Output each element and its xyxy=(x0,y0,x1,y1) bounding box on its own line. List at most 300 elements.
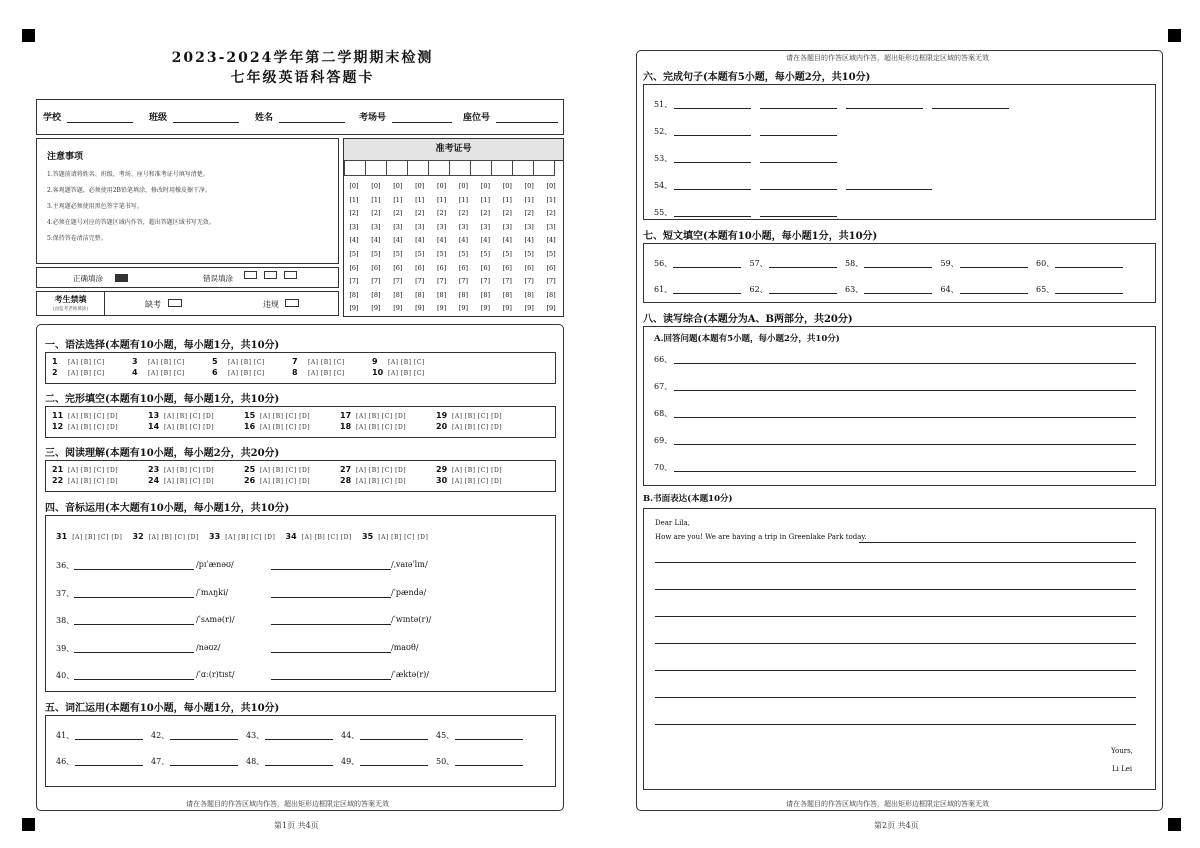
mc-question[interactable] xyxy=(52,357,105,366)
digit-bubble[interactable]: [6] xyxy=(393,263,403,272)
option-bubbles[interactable]: [A] [B] [C] [D] xyxy=(68,467,119,474)
digit-bubble[interactable]: [3] xyxy=(546,222,556,231)
answer-line[interactable] xyxy=(674,216,751,217)
digit-bubble[interactable]: [1] xyxy=(502,195,512,204)
digit-bubble[interactable]: [9] xyxy=(546,304,556,313)
option-bubbles[interactable]: [A] [B] [C] [D] xyxy=(452,467,503,474)
mc-question[interactable] xyxy=(148,411,214,420)
answer-line[interactable] xyxy=(271,652,391,653)
answer-line[interactable] xyxy=(769,267,837,268)
question-number: 69、 xyxy=(654,436,673,445)
digit-bubble[interactable]: [2] xyxy=(502,209,512,218)
mc-question[interactable] xyxy=(340,422,406,431)
answer-line[interactable] xyxy=(455,765,523,766)
vocab-number: 48、 xyxy=(246,757,265,766)
mc-question[interactable] xyxy=(340,476,406,485)
digit-bubble[interactable]: [5] xyxy=(415,249,425,258)
answer-line[interactable] xyxy=(674,363,1136,364)
digit-bubble[interactable]: [0] xyxy=(546,182,556,190)
question-number: 20 xyxy=(436,422,448,431)
digit-bubble[interactable]: [7] xyxy=(436,277,447,286)
prohibited-sublabel: (由监考老师填涂) xyxy=(52,307,88,312)
mc-question[interactable] xyxy=(292,368,345,377)
question-number: 28 xyxy=(340,476,352,485)
option-bubbles[interactable]: [A] [B] [C] [D] xyxy=(260,413,311,420)
phonetic-right: /ˈpændə/ xyxy=(391,587,427,597)
digit-bubble[interactable]: [3] xyxy=(502,222,512,231)
digit-bubble[interactable]: [4] xyxy=(393,236,403,245)
page2-number: 第2页 共4页 xyxy=(874,821,919,830)
digit-bubble[interactable]: [0] xyxy=(415,182,425,190)
sentence-number: 55、 xyxy=(654,208,673,217)
cloze-number: 61、 xyxy=(654,285,673,294)
section-7-title: 七、短文填空(本题有10小题，每小题1分，共10分) xyxy=(643,231,878,242)
answer-line[interactable] xyxy=(864,267,932,268)
phonetic-right: /ˌvaɪəˈlɪn/ xyxy=(391,560,428,569)
cloze-number: 58、 xyxy=(845,259,864,268)
question-number: 1 xyxy=(52,357,58,366)
digit-bubble[interactable]: [1] xyxy=(458,195,469,204)
option-bubbles[interactable]: [A] [B] [C] xyxy=(228,359,265,366)
answer-line[interactable] xyxy=(1055,267,1123,268)
digit-bubble[interactable]: [5] xyxy=(458,249,469,258)
option-bubbles[interactable]: [A] [B] [C] [D] xyxy=(164,467,215,474)
mc-question[interactable] xyxy=(244,476,310,485)
answer-line[interactable] xyxy=(674,444,1136,445)
digit-bubble[interactable]: [1] xyxy=(371,195,381,204)
phonetics-mc-row[interactable]: 31 [A] [B] [C] [D] 32 [A] [B] [C] [D] 33 [A] [B] [C] [D] 34 [A] [B] [C] [D] 35 [A] [B] [C] [D] xyxy=(56,532,429,541)
digit-bubble[interactable]: [8] xyxy=(546,290,556,299)
option-bubbles[interactable]: [A] [B] [C] xyxy=(388,370,425,377)
cloze-number: 60、 xyxy=(1036,259,1055,268)
digit-bubble[interactable]: [4] xyxy=(502,236,512,245)
digit-bubble[interactable]: [8] xyxy=(415,290,425,299)
digit-bubble[interactable]: [2] xyxy=(458,209,469,218)
mc-question[interactable] xyxy=(372,357,425,366)
digit-bubble[interactable]: [4] xyxy=(349,236,359,245)
digit-bubble[interactable]: [3] xyxy=(524,222,534,231)
option-bubbles[interactable]: [A] [B] [C] [D] xyxy=(164,478,215,485)
mc-question[interactable] xyxy=(148,422,214,431)
letter-greeting: Dear Lila, xyxy=(655,519,691,527)
mc-question[interactable] xyxy=(52,465,118,474)
mc-question[interactable] xyxy=(340,465,406,474)
digit-bubble[interactable]: [6] xyxy=(371,263,381,272)
phonetic-right: /maʊθ/ xyxy=(391,642,419,652)
digit-bubble[interactable]: [3] xyxy=(458,222,469,231)
option-bubbles[interactable]: [A] [B] [C] [D] xyxy=(452,478,503,485)
digit-bubble[interactable]: [0] xyxy=(458,182,469,190)
mc-question[interactable] xyxy=(244,422,310,431)
answer-line[interactable] xyxy=(360,765,428,766)
option-bubbles[interactable]: [A] [B] [C] [D] xyxy=(260,478,311,485)
registration-mark xyxy=(22,29,35,42)
digit-bubble[interactable]: [4] xyxy=(546,236,556,245)
digit-bubble[interactable]: [0] xyxy=(436,182,447,190)
digit-bubble[interactable]: [0] xyxy=(524,182,534,190)
digit-bubble[interactable]: [5] xyxy=(502,249,512,258)
answer-line[interactable] xyxy=(75,765,143,766)
page2-footer-notice: 请在各题目的作答区域内作答，超出矩形边框限定区域的答案无效 xyxy=(786,800,989,808)
digit-bubble[interactable]: [5] xyxy=(349,249,359,258)
mc-question[interactable] xyxy=(436,422,502,431)
vocab-number: 41、 xyxy=(56,731,75,740)
info-field-seat[interactable]: 座位号 xyxy=(463,110,558,123)
writing-line[interactable] xyxy=(655,724,1136,725)
mc-question[interactable] xyxy=(148,476,214,485)
digit-bubble[interactable]: [0] xyxy=(371,182,381,190)
digit-bubble[interactable]: [7] xyxy=(524,277,534,286)
section-8a-answer-area xyxy=(643,326,1156,486)
mc-question[interactable] xyxy=(292,357,345,366)
mc-question[interactable] xyxy=(52,368,105,377)
option-bubbles[interactable]: [A] [B] [C] [D] xyxy=(164,424,215,431)
digit-bubble[interactable]: [6] xyxy=(502,263,512,272)
info-field-name[interactable]: 姓名 xyxy=(255,110,345,123)
vocab-number: 49、 xyxy=(341,757,360,766)
sentence-number: 51、 xyxy=(654,100,673,109)
answer-line[interactable] xyxy=(760,189,837,190)
exam-id-digit-column[interactable] xyxy=(541,180,561,316)
writing-line[interactable] xyxy=(655,616,1136,617)
option-bubbles[interactable]: [A] [B] [C] xyxy=(308,370,345,377)
question-number: 15 xyxy=(244,411,256,420)
answer-line[interactable] xyxy=(170,765,238,766)
section-2-bubbles[interactable] xyxy=(45,406,556,438)
digit-bubble[interactable]: [1] xyxy=(349,195,359,204)
answer-line[interactable] xyxy=(170,739,238,740)
mc-question[interactable] xyxy=(212,357,265,366)
exam-id-digit-column[interactable] xyxy=(454,180,474,316)
digit-bubble[interactable]: [1] xyxy=(436,195,447,204)
digit-bubble[interactable]: [4] xyxy=(436,236,447,245)
vocab-number: 43、 xyxy=(246,731,265,740)
mc-question[interactable] xyxy=(52,476,118,485)
digit-bubble[interactable]: [7] xyxy=(415,277,425,286)
answer-line[interactable] xyxy=(674,162,751,163)
vocab-number: 42、 xyxy=(151,731,170,740)
phonetic-left: /nəʊz/ xyxy=(196,642,221,652)
phonetic-number: 37、 xyxy=(56,588,75,598)
digit-bubble[interactable]: [3] xyxy=(371,222,381,231)
digit-bubble[interactable]: [7] xyxy=(502,277,512,286)
notes-title: 注意事项 xyxy=(47,152,84,162)
registration-mark xyxy=(1168,818,1181,831)
answer-line[interactable] xyxy=(74,679,194,680)
answer-line[interactable] xyxy=(75,739,143,740)
info-field-school[interactable]: 学校 xyxy=(43,110,133,123)
digit-bubble[interactable]: [3] xyxy=(393,222,403,231)
digit-bubble[interactable]: [7] xyxy=(371,277,381,286)
digit-bubble[interactable]: [9] xyxy=(393,304,403,313)
vocab-number: 44、 xyxy=(341,731,360,740)
digit-bubble[interactable]: [8] xyxy=(524,290,534,299)
option-bubbles[interactable]: [A] [B] [C] [D] xyxy=(452,424,503,431)
digit-bubble[interactable]: [6] xyxy=(349,263,359,272)
digit-bubble[interactable]: [1] xyxy=(480,195,490,204)
digit-bubble[interactable]: [9] xyxy=(371,304,381,313)
letter-closing: Yours, xyxy=(1111,747,1133,755)
writing-line[interactable] xyxy=(655,697,1136,698)
option-bubbles[interactable]: [A] [B] [C] [D] xyxy=(260,467,311,474)
option-bubbles[interactable]: [A] [B] [C] [D] xyxy=(356,478,407,485)
answer-line[interactable] xyxy=(769,293,837,294)
exam-id-entry-row[interactable] xyxy=(344,160,555,176)
answer-line[interactable] xyxy=(760,108,837,109)
sentence-number: 53、 xyxy=(654,154,673,163)
digit-bubble[interactable]: [1] xyxy=(393,195,403,204)
section-2-title: 二、完形填空(本题有10小题，每小题1分，共10分) xyxy=(45,394,280,405)
exam-id-digit-column[interactable] xyxy=(388,180,408,316)
digit-bubble[interactable]: [6] xyxy=(415,263,425,272)
mc-question[interactable] xyxy=(372,368,425,377)
cloze-number: 62、 xyxy=(749,285,768,294)
option-bubbles[interactable]: [A] [B] [C] xyxy=(308,359,345,366)
option-bubbles[interactable]: [A] [B] [C] xyxy=(148,359,185,366)
answer-line[interactable] xyxy=(760,162,837,163)
answer-line[interactable] xyxy=(74,569,194,570)
digit-bubble[interactable]: [4] xyxy=(371,236,381,245)
mc-question[interactable] xyxy=(436,411,502,420)
digit-bubble[interactable]: [4] xyxy=(415,236,425,245)
mc-question[interactable] xyxy=(436,476,502,485)
option-bubbles[interactable]: [A] [B] [C] [D] xyxy=(164,413,215,420)
question-number: 18 xyxy=(340,422,352,431)
answer-line[interactable] xyxy=(673,293,741,294)
writing-line[interactable] xyxy=(655,589,1136,590)
digit-bubble[interactable]: [6] xyxy=(436,263,447,272)
question-number: 30 xyxy=(436,476,448,485)
answer-line[interactable] xyxy=(271,624,391,625)
option-bubbles[interactable]: [A] [B] [C] [D] xyxy=(68,478,119,485)
answer-line[interactable] xyxy=(360,739,428,740)
wrong-fill-sample-icon xyxy=(244,271,257,279)
digit-bubble[interactable]: [8] xyxy=(480,290,490,299)
phonetic-number: 39、 xyxy=(56,643,75,653)
digit-bubble[interactable]: [1] xyxy=(415,195,425,204)
notes-box xyxy=(36,138,339,264)
answer-line[interactable] xyxy=(674,390,1136,391)
option-bubbles[interactable]: [A] [B] [C] [D] xyxy=(356,413,407,420)
exam-id-digit-column[interactable] xyxy=(366,180,386,316)
digit-bubble[interactable]: [9] xyxy=(415,304,425,313)
digit-bubble[interactable]: [5] xyxy=(436,249,447,258)
exam-id-digit-column[interactable] xyxy=(432,180,452,316)
sentence-number: 52、 xyxy=(654,127,673,136)
digit-bubble[interactable]: [1] xyxy=(524,195,534,204)
answer-line[interactable] xyxy=(674,108,751,109)
question-number: 12 xyxy=(52,422,64,431)
answer-line[interactable] xyxy=(265,739,333,740)
exam-id-digit-column[interactable] xyxy=(519,180,539,316)
digit-bubble[interactable]: [2] xyxy=(415,209,425,218)
question-number: 19 xyxy=(436,411,448,420)
answer-line[interactable] xyxy=(960,293,1028,294)
digit-bubble[interactable]: [2] xyxy=(349,209,359,218)
digit-bubble[interactable]: [8] xyxy=(458,290,469,299)
digit-bubble[interactable]: [1] xyxy=(546,195,556,204)
answer-line[interactable] xyxy=(74,652,194,653)
option-bubbles[interactable]: [A] [B] [C] xyxy=(68,359,105,366)
digit-bubble[interactable]: [4] xyxy=(480,236,490,245)
answer-line[interactable] xyxy=(932,108,1009,109)
answer-line[interactable] xyxy=(74,624,194,625)
mc-question[interactable] xyxy=(244,411,310,420)
digit-bubble[interactable]: [6] xyxy=(524,263,534,272)
digit-bubble[interactable]: [7] xyxy=(393,277,403,286)
digit-bubble[interactable]: [5] xyxy=(393,249,403,258)
section-3-title: 三、阅读理解(本题有10小题，每小题2分，共20分) xyxy=(45,448,280,459)
question-number: 13 xyxy=(148,411,160,420)
question-number: 5 xyxy=(212,357,218,366)
option-bubbles[interactable]: [A] [B] [C] xyxy=(228,370,265,377)
mc-question[interactable] xyxy=(52,422,118,431)
answer-line[interactable] xyxy=(846,108,923,109)
digit-bubble[interactable]: [9] xyxy=(458,304,469,313)
answer-line[interactable] xyxy=(271,597,391,598)
option-bubbles[interactable]: [A] [B] [C] xyxy=(388,359,425,366)
answer-line[interactable] xyxy=(74,597,194,598)
digit-bubble[interactable]: [8] xyxy=(502,290,512,299)
correct-fill-sample-icon xyxy=(115,274,128,282)
mc-question[interactable] xyxy=(132,368,185,377)
option-bubbles[interactable]: [A] [B] [C] [D] xyxy=(356,424,407,431)
digit-bubble[interactable]: [8] xyxy=(393,290,403,299)
answer-line[interactable] xyxy=(674,471,1136,472)
digit-bubble[interactable]: [0] xyxy=(480,182,490,190)
answer-line[interactable] xyxy=(265,765,333,766)
info-field-exam-room[interactable]: 考场号 xyxy=(359,110,452,123)
digit-bubble[interactable]: [9] xyxy=(349,304,359,313)
answer-line[interactable] xyxy=(760,216,837,217)
option-bubbles[interactable]: [A] [B] [C] [D] xyxy=(68,413,119,420)
writing-line[interactable] xyxy=(655,643,1136,644)
exam-id-digit-column[interactable] xyxy=(410,180,430,316)
answer-line[interactable] xyxy=(674,189,751,190)
digit-bubble[interactable]: [7] xyxy=(546,277,556,286)
violation-checkbox[interactable] xyxy=(285,299,299,307)
digit-bubble[interactable]: [2] xyxy=(546,209,556,218)
mc-question[interactable] xyxy=(132,357,185,366)
digit-bubble[interactable]: [3] xyxy=(349,222,359,231)
page1-number: 第1页 共4页 xyxy=(274,821,319,830)
digit-bubble[interactable]: [5] xyxy=(546,249,556,258)
violation-label: 违规 xyxy=(263,300,279,309)
mc-question[interactable] xyxy=(212,368,265,377)
section-1-bubbles[interactable] xyxy=(45,352,556,384)
digit-bubble[interactable]: [8] xyxy=(371,290,381,299)
option-bubbles[interactable]: [A] [B] [C] [D] xyxy=(68,424,119,431)
answer-line[interactable] xyxy=(1055,293,1123,294)
digit-bubble[interactable]: [6] xyxy=(480,263,490,272)
option-bubbles[interactable]: [A] [B] [C] [D] xyxy=(452,413,503,420)
mc-question[interactable] xyxy=(148,465,214,474)
page-title: 2023-2024学年第二学期期末检测 xyxy=(171,50,434,66)
writing-line[interactable] xyxy=(655,562,1136,563)
answer-line[interactable] xyxy=(674,135,751,136)
digit-bubble[interactable]: [8] xyxy=(436,290,447,299)
section-3-bubbles[interactable] xyxy=(45,460,556,492)
writing-line[interactable] xyxy=(655,670,1136,671)
answer-line[interactable] xyxy=(271,569,391,570)
digit-bubble[interactable]: [5] xyxy=(371,249,381,258)
question-number: 70、 xyxy=(654,463,673,472)
absent-checkbox[interactable] xyxy=(168,299,182,307)
digit-bubble[interactable]: [3] xyxy=(480,222,490,231)
answer-line[interactable] xyxy=(271,679,391,680)
question-number: 7 xyxy=(292,357,298,366)
question-number: 14 xyxy=(148,422,160,431)
digit-bubble[interactable]: [0] xyxy=(502,182,512,190)
question-number: 66、 xyxy=(654,355,673,364)
note-item: 2.客观题答题，必须使用2B铅笔填涂，修改时用橡皮擦干净。 xyxy=(47,187,211,194)
info-field-class[interactable]: 班级 xyxy=(149,110,239,123)
option-bubbles[interactable]: [A] [B] [C] [D] xyxy=(260,424,311,431)
digit-bubble[interactable]: [6] xyxy=(546,263,556,272)
answer-line[interactable] xyxy=(760,135,837,136)
question-number: 11 xyxy=(52,411,64,420)
answer-line[interactable] xyxy=(673,267,741,268)
option-bubbles[interactable]: [A] [B] [C] xyxy=(68,370,105,377)
digit-bubble[interactable]: [2] xyxy=(480,209,490,218)
digit-bubble[interactable]: [5] xyxy=(480,249,490,258)
digit-bubble[interactable]: [7] xyxy=(349,277,359,286)
question-number: 8 xyxy=(292,368,298,377)
answer-line[interactable] xyxy=(846,189,932,190)
digit-bubble[interactable]: [3] xyxy=(436,222,447,231)
cloze-number: 65、 xyxy=(1036,285,1055,294)
digit-bubble[interactable]: [9] xyxy=(502,304,512,313)
digit-bubble[interactable]: [8] xyxy=(349,290,359,299)
exam-id-digit-column[interactable] xyxy=(497,180,517,316)
answer-line[interactable] xyxy=(960,267,1028,268)
digit-bubble[interactable]: [7] xyxy=(480,277,490,286)
digit-bubble[interactable]: [9] xyxy=(436,304,447,313)
digit-bubble[interactable]: [4] xyxy=(458,236,469,245)
answer-line[interactable] xyxy=(674,417,1136,418)
mc-question[interactable] xyxy=(340,411,406,420)
section-8b-title: B.书面表达(本题10分) xyxy=(643,494,733,504)
option-bubbles[interactable]: [A] [B] [C] [D] xyxy=(356,467,407,474)
option-bubbles[interactable]: [A] [B] [C] xyxy=(148,370,185,377)
exam-id-digit-column[interactable] xyxy=(344,180,364,316)
mc-question[interactable] xyxy=(436,465,502,474)
digit-bubble[interactable]: [4] xyxy=(524,236,534,245)
digit-bubble[interactable]: [2] xyxy=(371,209,381,218)
section-8b-writing-area[interactable] xyxy=(643,508,1156,790)
digit-bubble[interactable]: [2] xyxy=(436,209,447,218)
cloze-number: 64、 xyxy=(940,285,959,294)
answer-line[interactable] xyxy=(455,739,523,740)
writing-line[interactable] xyxy=(859,542,1136,543)
answer-line[interactable] xyxy=(864,293,932,294)
mc-question[interactable] xyxy=(244,465,310,474)
digit-bubble[interactable]: [7] xyxy=(458,277,469,286)
digit-bubble[interactable]: [0] xyxy=(349,182,359,190)
mc-question[interactable] xyxy=(52,411,118,420)
digit-bubble[interactable]: [6] xyxy=(458,263,469,272)
registration-mark xyxy=(22,818,35,831)
digit-bubble[interactable]: [2] xyxy=(524,209,534,218)
exam-id-digit-column[interactable] xyxy=(475,180,495,316)
digit-bubble[interactable]: [2] xyxy=(393,209,403,218)
question-number: 67、 xyxy=(654,382,673,391)
digit-bubble[interactable]: [0] xyxy=(393,182,403,190)
digit-bubble[interactable]: [5] xyxy=(524,249,534,258)
digit-bubble[interactable]: [9] xyxy=(524,304,534,313)
digit-bubble[interactable]: [3] xyxy=(415,222,425,231)
digit-bubble[interactable]: [9] xyxy=(480,304,490,313)
